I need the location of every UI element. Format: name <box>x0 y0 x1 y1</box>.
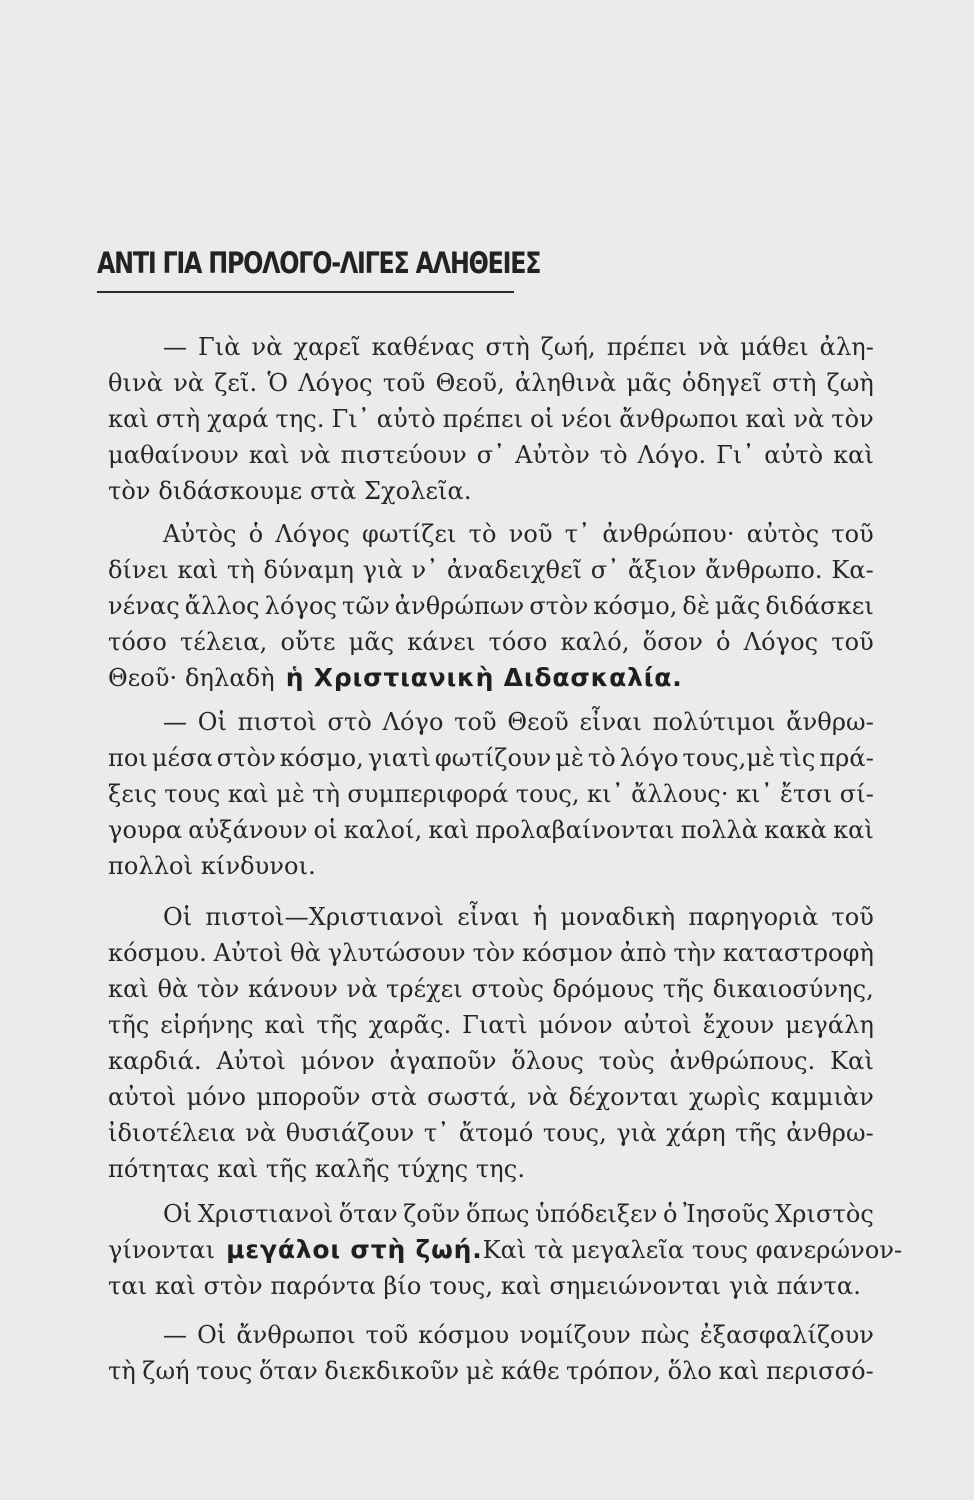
word: ποι <box>108 744 148 772</box>
word: ἄνθρωποι <box>619 405 739 433</box>
text-line <box>108 971 874 1007</box>
word: ἀληθινὰ <box>514 369 617 397</box>
word: τὸ <box>468 520 497 548</box>
word: τὸ <box>587 744 616 772</box>
word: ἀπὸ <box>619 939 667 967</box>
word: ἀλη- <box>819 333 874 361</box>
text-line <box>108 516 874 552</box>
text-line <box>108 660 874 696</box>
word: πρέπει <box>442 405 524 433</box>
word: ὁ <box>662 1200 678 1228</box>
word: θυσιάζουν <box>285 1119 415 1147</box>
text-line <box>108 899 874 935</box>
word: ἄξιον <box>628 556 697 584</box>
text-run: Καὶ τὰ μεγαλεῖα τους φανερώνον- <box>482 1236 903 1264</box>
word: στὴ <box>485 333 530 361</box>
word: ἄτομό <box>458 1119 534 1147</box>
text-line <box>108 365 874 401</box>
word: ὅταν <box>338 1200 398 1228</box>
word: συμπεριφορά <box>347 780 509 808</box>
word: Κα- <box>831 556 874 584</box>
word: τοὺς <box>598 1047 655 1075</box>
word: ἀνθρώπων <box>394 592 525 620</box>
word: καὶ <box>108 405 149 433</box>
text-line <box>108 1232 903 1268</box>
paragraph-1 <box>108 329 874 509</box>
text-line <box>108 1043 874 1079</box>
text-line <box>108 588 874 624</box>
word: ἀνθρω- <box>786 1119 874 1147</box>
word: ζωὴ <box>826 369 874 397</box>
word: στὴ <box>772 369 817 397</box>
word: μόνο <box>186 1083 247 1111</box>
word: Χριστιανοὶ <box>197 1200 334 1228</box>
word: μὲ <box>465 1357 495 1385</box>
word: καὶ <box>227 780 269 808</box>
text-line: πότητας καὶ τῆς καλῆς τύχης της. <box>108 1155 526 1183</box>
word: καταστροφὴ <box>722 939 874 967</box>
word: στὸν <box>529 592 589 620</box>
word: σωστά, <box>427 1083 518 1111</box>
word: στὸν <box>216 744 276 772</box>
text-line: ται καὶ στὸν παρόντα βίο τους, καὶ σημειώνονται γιὰ πάντα. <box>108 1272 861 1300</box>
word: κάνει <box>407 628 476 656</box>
word: τρόπον, <box>566 1357 662 1385</box>
word: τὴ <box>312 780 341 808</box>
word: στὸ <box>327 708 372 736</box>
text-line <box>108 1353 874 1389</box>
word: τὴ <box>227 556 255 584</box>
word: ἄνθρω- <box>786 708 874 736</box>
text-line <box>108 552 874 588</box>
word: δύναμη <box>263 556 354 584</box>
word: τοῦ <box>365 1321 409 1349</box>
word: πιστοὶ—Χριστιανοὶ <box>205 903 445 931</box>
word: σ᾽ <box>476 441 506 469</box>
word: καλοί, <box>343 816 423 844</box>
word: διεκδικοῦν <box>324 1357 460 1385</box>
text-line <box>108 776 874 812</box>
word: ἄνθρωπο. <box>705 556 823 584</box>
word: τῆς <box>662 975 705 1003</box>
word: θινὰ <box>108 369 164 397</box>
word: ὅπως <box>465 1200 530 1228</box>
text-line: τὸν διδάσκουμε στὰ Σχολεῖα. <box>108 477 472 505</box>
word: ἄλλους· <box>631 780 729 808</box>
word: προλαβαίνονται <box>475 816 675 844</box>
word: φωτίζουν <box>434 744 552 772</box>
word: Λόγο. <box>637 441 707 469</box>
word: τοῦ <box>831 628 874 656</box>
word: καμμιὰν <box>770 1083 874 1111</box>
word: ὅσον <box>642 628 703 656</box>
word: τ᾽ <box>564 520 591 548</box>
word: Αὐτοὶ <box>213 939 284 967</box>
word: μαθαίνουν <box>108 441 239 469</box>
word: ἔχουν <box>702 1011 775 1039</box>
word: τους <box>164 780 221 808</box>
word: χαρά <box>207 405 269 433</box>
word: διδάσκει <box>765 592 874 620</box>
word: στὰ <box>370 1083 417 1111</box>
word: καρδιά. <box>108 1047 202 1075</box>
paragraph-2 <box>108 516 874 696</box>
word: Λόγος <box>298 369 373 397</box>
word: γλυτώσουν <box>327 939 466 967</box>
word: τῆς <box>316 1011 358 1039</box>
word: παρηγοριὰ <box>688 903 819 931</box>
word: τῆς <box>735 1119 777 1147</box>
word: σ᾽ <box>590 556 620 584</box>
word: ὅλο <box>667 1357 712 1385</box>
word: μάθει <box>740 333 809 361</box>
word: πὼς <box>640 1321 690 1349</box>
emphasized-phrase: μεγάλοι στὴ ζωή. <box>226 1235 483 1264</box>
word: Οἱ <box>163 1200 193 1228</box>
text-line <box>108 1079 874 1115</box>
word: χαρεῖ <box>293 333 361 361</box>
word: τὸ <box>599 441 628 469</box>
word: ἰδιοτέλεια <box>108 1119 236 1147</box>
word: ἀνθρώπου· <box>602 520 735 548</box>
word: Θεοῦ, <box>435 369 505 397</box>
word: στοὺς <box>471 975 544 1003</box>
word: θὰ <box>157 975 189 1003</box>
text-line <box>108 1196 874 1232</box>
word: πιστοὶ <box>237 708 317 736</box>
word: τοῦ <box>382 369 426 397</box>
word: χωρὶς <box>688 1083 761 1111</box>
word: νὰ <box>346 975 378 1003</box>
word: καὶ <box>718 1357 760 1385</box>
emphasized-phrase: ἡ Χριστιανικὴ Διδασκαλία. <box>285 663 683 692</box>
word: εἶναι <box>579 708 643 736</box>
word: ὁδηγεῖ <box>681 369 763 397</box>
paragraph-3 <box>108 704 874 884</box>
text-run: γίνονται <box>108 1236 216 1264</box>
word: νὰ <box>173 369 205 397</box>
word: Γι᾽ <box>716 441 755 469</box>
word: ἐξασφαλίζουν <box>699 1321 874 1349</box>
word: μὲ <box>276 780 305 808</box>
word: Οἱ <box>197 708 227 736</box>
word: νένας <box>108 592 180 620</box>
text-line <box>108 935 874 971</box>
word: ζεῖ. <box>214 369 258 397</box>
word: αὐτοὶ <box>108 1083 177 1111</box>
word: καλό, <box>560 628 630 656</box>
word: γιατὶ <box>367 744 431 772</box>
word: νὰ <box>299 441 331 469</box>
word: Οἱ <box>197 1321 227 1349</box>
word: Λόγος <box>743 628 819 656</box>
word: Λόγο <box>382 708 444 736</box>
word: χάρη <box>666 1119 726 1147</box>
word: οἱ <box>530 405 555 433</box>
word: οὔτε <box>280 628 336 656</box>
word: Καὶ <box>830 1047 874 1075</box>
word: κι᾽ <box>587 780 624 808</box>
word: κάνουν <box>247 975 338 1003</box>
word: μᾶς <box>626 369 672 397</box>
word: ὁ <box>248 520 264 548</box>
text-run-group <box>108 1232 483 1268</box>
word: τόσο <box>488 628 548 656</box>
word: αὐξάνουν <box>188 816 308 844</box>
word: μποροῦν <box>256 1083 361 1111</box>
word: δέχονται <box>568 1083 679 1111</box>
word: τους, <box>515 780 580 808</box>
word: δρόμους <box>552 975 655 1003</box>
word: καὶ <box>264 1011 306 1039</box>
word: πρέπει <box>606 333 688 361</box>
word: μοναδικὴ <box>560 903 676 931</box>
word: γιὰ <box>616 1119 657 1147</box>
word: φωτίζει <box>361 520 457 548</box>
word: καὶ <box>833 816 874 844</box>
paragraph-4 <box>108 899 874 1187</box>
text-line: πολλοὶ κίνδυνοι. <box>108 852 316 880</box>
word: τοῦ <box>831 903 874 931</box>
word: ζωή, <box>540 333 596 361</box>
word: κόσμου <box>418 1321 510 1349</box>
word: ν᾽ <box>411 556 439 584</box>
word: ὑπόδειξεν <box>535 1200 658 1228</box>
text-line <box>108 740 874 776</box>
word: νὰ <box>251 333 283 361</box>
chapter-title: ΑΝΤΙ ΓΙΑ ΠΡΟΛΟΓΟ-ΛΙΓΕΣ ΑΛΗΘΕΙΕΣ <box>97 246 541 280</box>
text-line <box>108 624 874 660</box>
text-line <box>108 1115 874 1151</box>
word: κάθε <box>500 1357 560 1385</box>
word: μέσα <box>151 744 213 772</box>
word: Αὐτοὶ <box>216 1047 287 1075</box>
word: δικαιοσύνης, <box>712 975 874 1003</box>
word: ἔτσι <box>780 780 833 808</box>
word: τοῦ <box>831 520 874 548</box>
word: τὴν <box>673 939 717 967</box>
text-run: Θεοῦ· δηλαδὴ <box>108 664 275 692</box>
word: λόγος <box>264 592 338 620</box>
word: τῆς <box>108 1011 150 1039</box>
word: Αὐτὸς <box>163 520 237 548</box>
word: θὰ <box>290 939 321 967</box>
word: καθένας <box>371 333 475 361</box>
word: τους,μὲ <box>682 744 776 772</box>
word: ζοῦν <box>403 1200 461 1228</box>
word: μᾶς <box>714 592 761 620</box>
word: τὴ <box>108 1357 136 1385</box>
word: της. <box>275 405 325 433</box>
word: αὐτοὶ <box>623 1011 692 1039</box>
text-line <box>108 812 874 848</box>
word: ξεις <box>108 780 157 808</box>
paragraph-5 <box>108 1196 903 1304</box>
title-underline <box>97 291 514 293</box>
word: Γιατὶ <box>462 1011 528 1039</box>
word: νὰ <box>698 333 730 361</box>
word: πολλὰ <box>680 816 759 844</box>
word: τὶς <box>778 744 816 772</box>
word: νὰ <box>793 405 825 433</box>
word: Αὐτὸν <box>515 441 590 469</box>
word: ὅλους <box>511 1047 584 1075</box>
word: ἀνθρώπους. <box>669 1047 816 1075</box>
word: ἄνθρωποι <box>236 1321 356 1349</box>
word: εἰρήνης <box>160 1011 254 1039</box>
word: Λόγος <box>275 520 350 548</box>
paragraph-6 <box>108 1317 874 1389</box>
word: τ᾽ <box>423 1119 450 1147</box>
word: μόνον <box>538 1011 613 1039</box>
word: δίνει <box>108 556 169 584</box>
word: ὅταν <box>258 1357 318 1385</box>
word: νέοι <box>561 405 613 433</box>
word: δὲ <box>682 592 710 620</box>
word: — <box>163 708 188 736</box>
word: αὐτὸ <box>764 441 824 469</box>
word: καὶ <box>428 816 470 844</box>
word: μὲ <box>555 744 584 772</box>
word: ἀγαποῦν <box>389 1047 497 1075</box>
word: νὰ <box>527 1083 559 1111</box>
word: γιὰ <box>362 556 403 584</box>
word: νὰ <box>245 1119 277 1147</box>
word: Οἱ <box>163 903 193 931</box>
word: τρέχει <box>386 975 463 1003</box>
word: τὸν <box>472 939 516 967</box>
word: καὶ <box>833 441 874 469</box>
word: τόσο <box>108 628 167 656</box>
word: κι᾽ <box>735 780 773 808</box>
word: οἱ <box>313 816 338 844</box>
word: Ἰησοῦς <box>683 1200 770 1228</box>
word: σί- <box>839 780 874 808</box>
word: πρά- <box>819 744 874 772</box>
word: ἀναδειχθεῖ <box>447 556 583 584</box>
word: τους, <box>542 1119 607 1147</box>
text-line <box>108 401 874 437</box>
word: καὶ <box>248 441 290 469</box>
word: κόσμο, <box>279 744 364 772</box>
word: Γι᾽ <box>331 405 370 433</box>
word: εἶναι <box>457 903 520 931</box>
word: κόσμο, <box>593 592 678 620</box>
word: ζωή <box>142 1357 190 1385</box>
word: μόνον <box>300 1047 375 1075</box>
word: πιστεύουν <box>340 441 467 469</box>
word: τὸν <box>831 405 874 433</box>
word: τῶν <box>342 592 390 620</box>
word: κόσμου. <box>108 939 207 967</box>
word: τοῦ <box>454 708 497 736</box>
word: Γιὰ <box>198 333 241 361</box>
word: τέλεια, <box>180 628 268 656</box>
word: χαρᾶς. <box>368 1011 452 1039</box>
word: νομίζουν <box>519 1321 631 1349</box>
word: Χριστὸς <box>775 1200 874 1228</box>
word: τὸν <box>196 975 240 1003</box>
word: Θεοῦ <box>507 708 569 736</box>
word: μεγάλη <box>785 1011 874 1039</box>
text-line <box>108 329 874 365</box>
text-line <box>108 437 874 473</box>
word: περισσό- <box>766 1357 874 1385</box>
word: καὶ <box>177 556 219 584</box>
word: στὴ <box>155 405 201 433</box>
word: ὁ <box>716 628 731 656</box>
word: καὶ <box>108 975 149 1003</box>
word: Ὁ <box>267 369 289 397</box>
word: αὐτὸς <box>746 520 820 548</box>
word: κακὰ <box>764 816 827 844</box>
word: λόγο <box>619 744 679 772</box>
word: μᾶς <box>348 628 395 656</box>
word: ἄλλος <box>184 592 260 620</box>
word: γουρα <box>108 816 183 844</box>
word: αὐτὸ <box>376 405 436 433</box>
word: — <box>163 333 188 361</box>
word: νοῦ <box>508 520 553 548</box>
word: κόσμον <box>521 939 614 967</box>
text-line <box>108 1007 874 1043</box>
word: πολύτιμοι <box>652 708 776 736</box>
text-line <box>108 1317 874 1353</box>
word: καὶ <box>745 405 787 433</box>
word: — <box>163 1321 188 1349</box>
text-line <box>108 704 874 740</box>
word: ἡ <box>532 903 548 931</box>
word: τους <box>196 1357 253 1385</box>
